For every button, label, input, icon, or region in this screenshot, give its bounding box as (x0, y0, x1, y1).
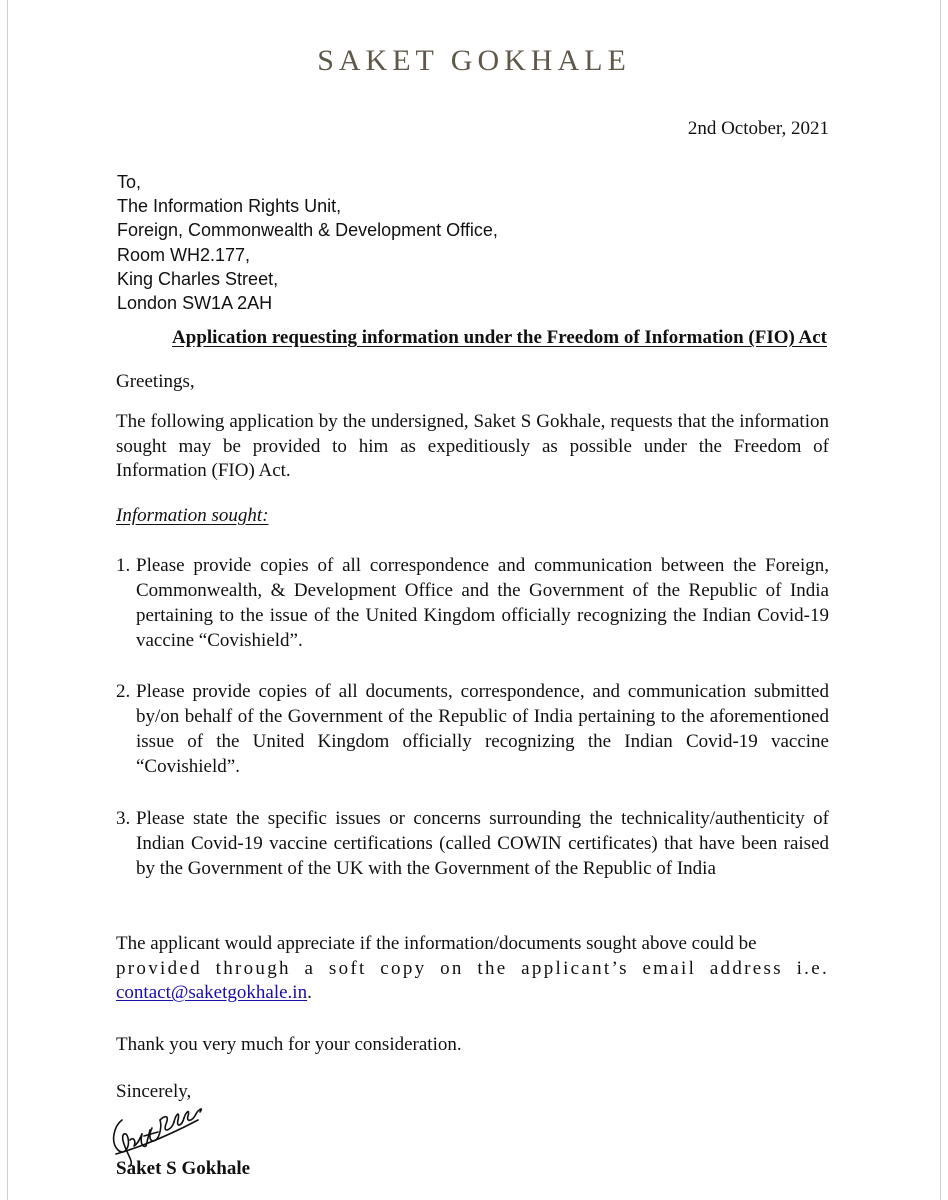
letterhead: SAKET GOKHALE (317, 44, 631, 77)
list-item-text: Please state the specific issues or concerns surrounding the technicality/authenticity of Indian Covid-19 vaccine certifications (called COWIN certificates) that have been raised by the Government of the UK with the Government of the Republic of India (136, 808, 829, 879)
letter-date: 2nd October, 2021 (687, 118, 829, 139)
list-item (116, 806, 829, 881)
address-line: King Charles Street, (117, 268, 279, 289)
recipient-address (117, 170, 498, 315)
closing-paragraph (116, 932, 829, 1006)
intro-paragraph: The following application by the undersigned, Saket S Gokhale, requests that the information sought may be provided to him as expeditiously as possible under the Freedom of Information (FIO) Act. (116, 411, 829, 481)
thanks-line: Thank you very much for your consideration. (116, 1034, 462, 1055)
sign-off: Sincerely, (116, 1081, 192, 1102)
letter-subject: Application requesting information under the Freedom of Information (FIO) Act (172, 327, 827, 348)
list-item (116, 553, 829, 653)
page-right-edge (940, 0, 941, 1200)
closing-line-1: The applicant would appreciate if the information/documents sought above could be (116, 933, 757, 954)
list-item-text: Please provide copies of all documents, correspondence, and communication submitted by/on behalf of the Government of the Republic of India pertaining to the aforementioned issue of the United Kingdom officially recognizing the Indian Covid-19 vaccine “Covishield”. (136, 681, 829, 777)
list-item (116, 679, 829, 779)
email-link[interactable]: contact@saketgokhale.in (116, 982, 308, 1003)
information-sought-heading: Information sought: (116, 505, 269, 526)
list-item-text: Please provide copies of all correspondence and communication between the Foreign, Commonwealth, & Development Office and the Government of the Republic of India pertaining to the issue of the United Kingdom officially recognizing the Indian Covid-19 vaccine “Covishield”. (136, 555, 829, 651)
greeting: Greetings, (116, 371, 195, 392)
list-item-number: 1. (116, 555, 131, 576)
address-line: Room WH2.177, (117, 244, 251, 265)
signer-name: Saket S Gokhale (116, 1158, 251, 1179)
closing-period: . (307, 982, 312, 1003)
list-item-number: 3. (116, 808, 131, 829)
closing-line-2: provided through a soft copy on the applicant’s email address i.e. (116, 957, 829, 979)
page-left-edge (7, 0, 8, 1200)
address-line: Foreign, Commonwealth & Development Office, (117, 220, 498, 241)
address-line: To, (117, 172, 142, 192)
address-line: London SW1A 2AH (117, 293, 273, 314)
address-line: The Information Rights Unit, (117, 196, 342, 217)
list-item-number: 2. (116, 681, 131, 702)
